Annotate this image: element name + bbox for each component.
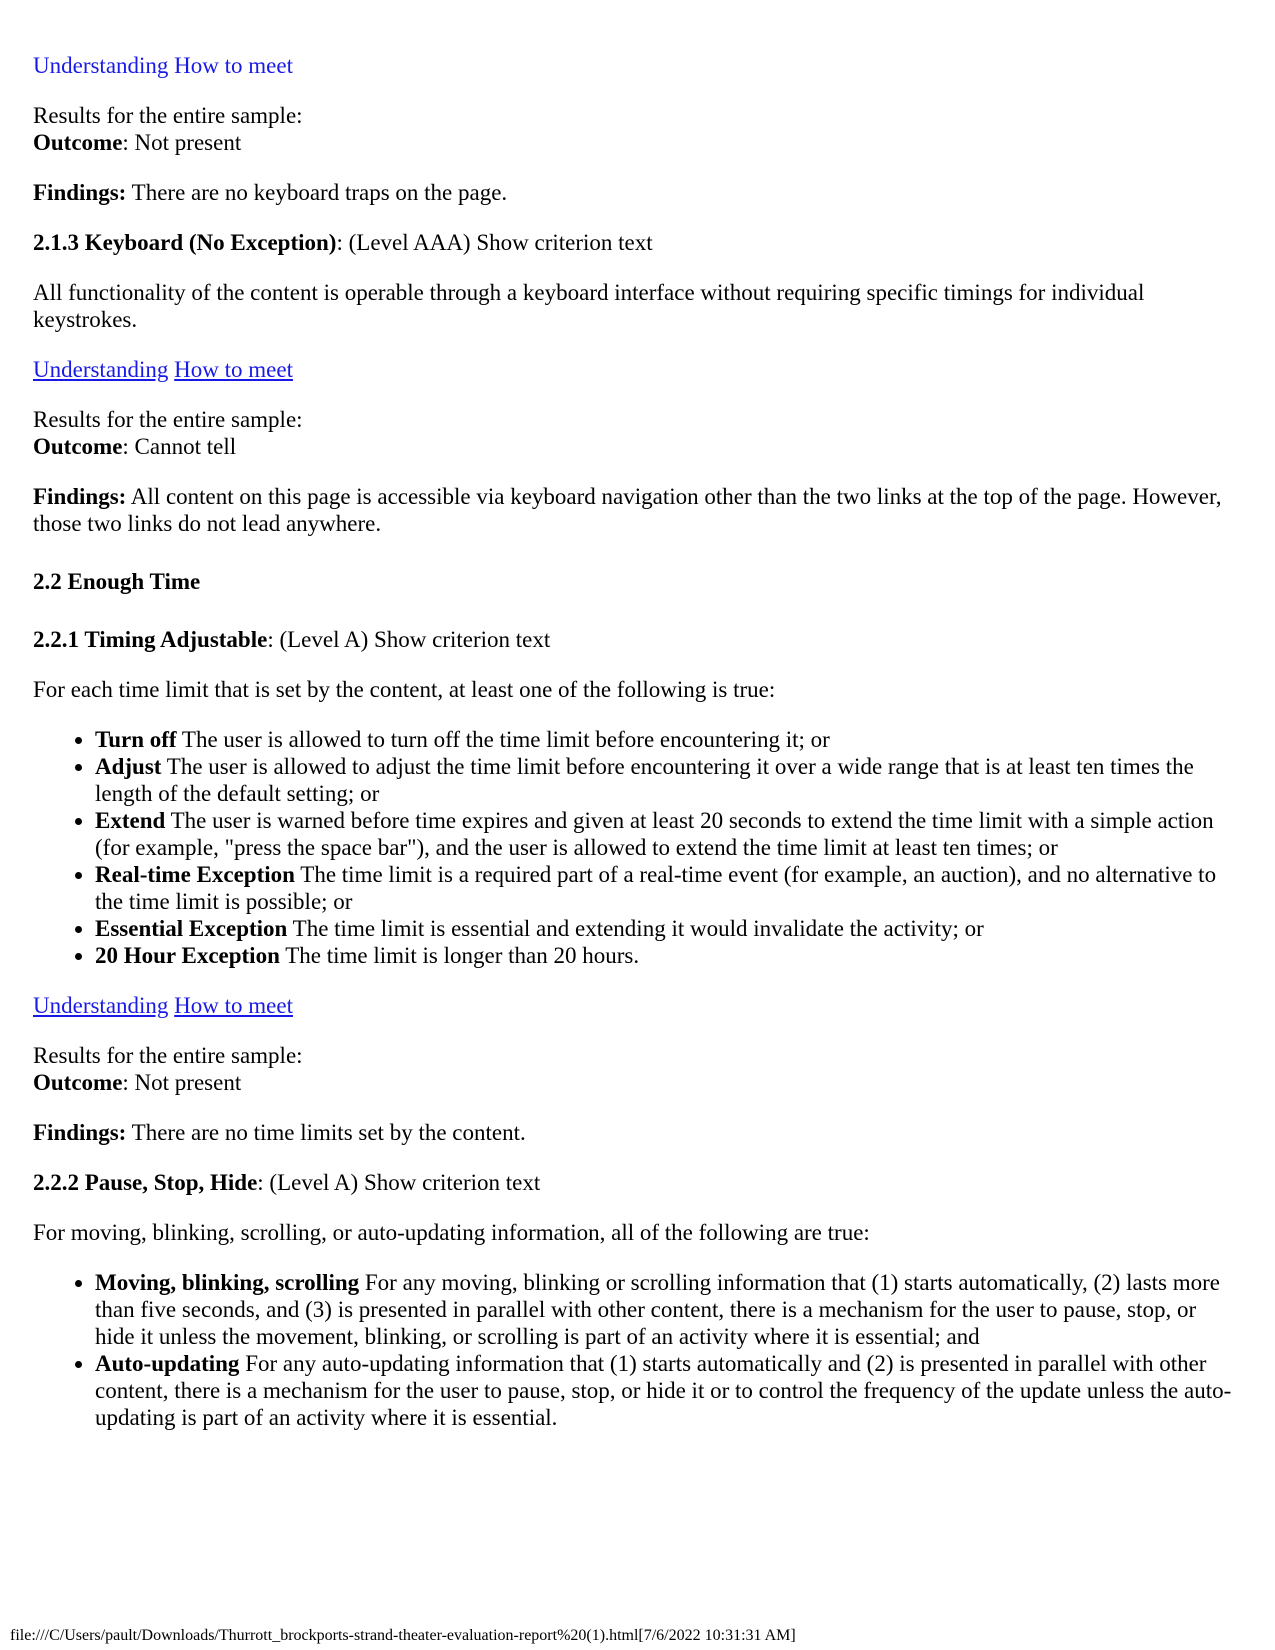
criterion-heading-2-2-1 — [33, 626, 1233, 653]
findings-text: All content on this page is accessible via keyboard navigation other than the two links at the top of the page. However, those two links do not lead anywhere. — [33, 484, 1222, 536]
criterion-heading-2-2-2 — [33, 1169, 1233, 1196]
list-item — [95, 942, 1233, 969]
results-label: Results for the entire sample: — [33, 103, 303, 128]
list-item — [95, 915, 1233, 942]
understanding-link[interactable]: Understanding — [33, 993, 169, 1018]
criterion-heading-2-1-3 — [33, 229, 1233, 256]
outcome-label: Outcome — [33, 130, 123, 155]
outcome-line — [33, 1069, 1233, 1096]
understanding-links-2 — [33, 356, 1233, 383]
results-label: Results for the entire sample: — [33, 1043, 303, 1068]
how-to-meet-link[interactable]: How to meet — [174, 357, 293, 382]
list-item — [95, 861, 1233, 915]
list-item-text: The user is warned before time expires and given at least 20 seconds to extend the time limit with a simple action (for example, "press the space bar"), and the user is allowed to extend the time limit at least ten times; or — [95, 808, 1214, 860]
footer-file-path: file:///C/Users/pault/Downloads/Thurrott_brockports-strand-theater-evaluation-report%20(1).html[7/6/2022 10:31:31 AM] — [10, 1627, 796, 1644]
show-criterion-text[interactable]: Show criterion text — [373, 627, 551, 652]
understanding-links-1 — [33, 52, 1233, 79]
list-item — [95, 807, 1233, 861]
outcome-value: : Cannot tell — [122, 434, 237, 459]
list-item-text: For any moving, blinking or scrolling information that (1) starts automatically, (2) lasts more than five seconds, and (3) is presented in parallel with other content, there is a mechanism for the user to pause, stop, or hide it unless the movement, blinking, or scrolling is part of an activity where it is essential; and — [95, 1270, 1220, 1349]
criterion-description: All functionality of the content is operable through a keyboard interface without requiring specific timings for individual keystrokes. — [33, 280, 1145, 332]
how-to-meet-link[interactable]: How to meet — [174, 993, 293, 1018]
understanding-links-3 — [33, 992, 1233, 1019]
list-item-term: Turn off — [95, 727, 177, 752]
outcome-label: Outcome — [33, 1070, 123, 1095]
findings-line — [33, 179, 1233, 206]
criterion-list — [33, 726, 1233, 969]
list-item-text: The time limit is a required part of a real-time event (for example, an auction), and no alternative to the time limit is possible; or — [95, 862, 1217, 914]
list-item-text: The user is allowed to adjust the time limit before encountering it over a wide range that is at least ten times the length of the default setting; or — [95, 754, 1194, 806]
section-heading-2-2: 2.2 Enough Time — [33, 569, 201, 594]
list-item-term: Auto-updating — [95, 1351, 240, 1376]
list-item-text: The time limit is essential and extending it would invalidate the activity; or — [287, 916, 984, 941]
list-item-term: Essential Exception — [95, 916, 288, 941]
understanding-link[interactable]: Understanding — [33, 357, 169, 382]
criterion-title: 2.2.1 Timing Adjustable — [33, 627, 268, 652]
findings-text: There are no keyboard traps on the page. — [126, 180, 508, 205]
list-item — [95, 726, 1233, 753]
findings-label: Findings: — [33, 1120, 127, 1145]
list-item-term: Adjust — [95, 754, 162, 779]
document-page — [33, 52, 1233, 1431]
list-item — [95, 753, 1233, 807]
list-item-term: Real-time Exception — [95, 862, 295, 887]
outcome-line — [33, 433, 1233, 460]
outcome-line — [33, 129, 1233, 156]
findings-text: There are no time limits set by the content. — [126, 1120, 526, 1145]
findings-line — [33, 1119, 1233, 1146]
outcome-label: Outcome — [33, 434, 123, 459]
list-item-text: The time limit is longer than 20 hours. — [279, 943, 640, 968]
findings-label: Findings: — [33, 484, 127, 509]
findings-label: Findings: — [33, 180, 127, 205]
criterion-title: 2.1.3 Keyboard (No Exception) — [33, 230, 337, 255]
list-item-term: Extend — [95, 808, 166, 833]
show-criterion-text[interactable]: Show criterion text — [476, 230, 653, 255]
list-item-term: 20 Hour Exception — [95, 943, 280, 968]
outcome-value: : Not present — [122, 130, 242, 155]
list-item-term: Moving, blinking, scrolling — [95, 1270, 360, 1295]
understanding-link[interactable]: Understanding — [33, 53, 169, 78]
how-to-meet-link[interactable]: How to meet — [174, 53, 293, 78]
criterion-list — [33, 1269, 1233, 1431]
findings-line — [33, 483, 1233, 537]
results-label: Results for the entire sample: — [33, 407, 303, 432]
list-item-text: For any auto-updating information that (1) starts automatically and (2) is presented in parallel with other content, there is a mechanism for the user to pause, stop, or hide it or to control the frequency of the update unless the auto-updating is part of an activity where it is essential. — [95, 1351, 1232, 1430]
criterion-intro: For moving, blinking, scrolling, or auto-updating information, all of the following are true: — [33, 1220, 870, 1245]
list-item — [95, 1269, 1233, 1350]
outcome-value: : Not present — [122, 1070, 242, 1095]
criterion-title: 2.2.2 Pause, Stop, Hide — [33, 1170, 258, 1195]
list-item — [95, 1350, 1233, 1431]
criterion-intro: For each time limit that is set by the content, at least one of the following is true: — [33, 677, 776, 702]
show-criterion-text[interactable]: Show criterion text — [363, 1170, 541, 1195]
criterion-level: : (Level A) — [267, 627, 374, 652]
criterion-level: : (Level A) — [257, 1170, 364, 1195]
list-item-text: The user is allowed to turn off the time limit before encountering it; or — [176, 727, 830, 752]
criterion-level: : (Level AAA) — [336, 230, 477, 255]
